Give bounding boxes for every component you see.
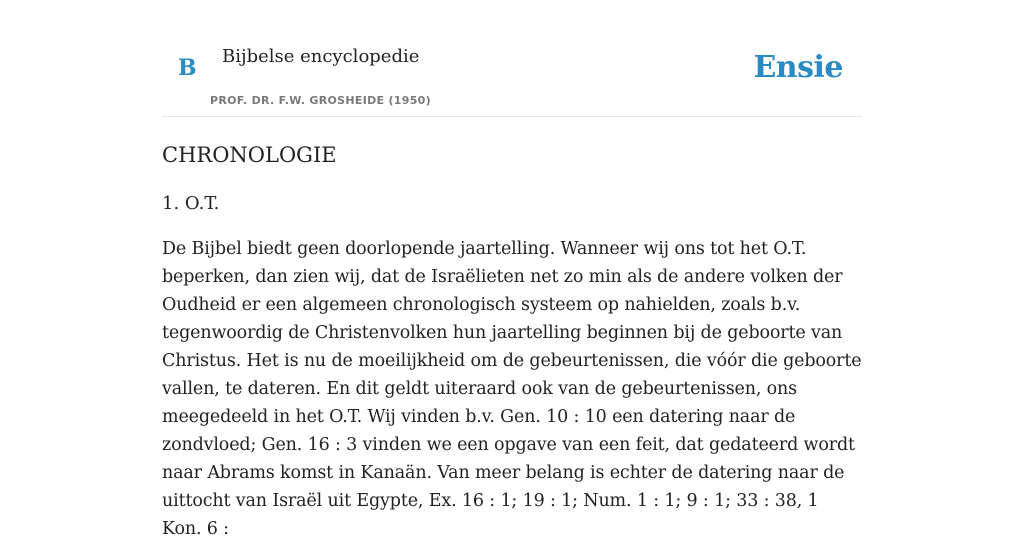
section-heading: 1. O.T. — [162, 193, 220, 214]
book-author: PROF. DR. F.W. GROSHEIDE (1950) — [210, 94, 431, 107]
ensie-logo-link[interactable]: Ensie — [753, 50, 843, 85]
article-title: CHRONOLOGIE — [162, 143, 337, 167]
site-header — [162, 0, 862, 117]
article-body: De Bijbel biedt geen doorlopende jaartelling. Wanneer wij ons tot het O.T. beperken, dan zien wij, dat de Israëlieten net zo min als de andere volken der Oudheid er een algemeen chronologisch systeem op nahielden, zoals b.v. tegenwoordig de Christenvolken hun jaartelling beginnen bij de geboorte van Christus. Het is nu de moeilijkheid om de gebeurtenissen, die vóór die geboorte vallen, te dateren. En dit geldt uiteraard ook van de gebeurtenissen, ons meegedeeld in het O.T. Wij vinden b.v. Gen. 10 : 10 een datering naar de zondvloed; Gen. 16 : 3 vinden we een opgave van een feit, dat gedateerd wordt naar Abrams komst in Kanaän. Van meer belang is echter de datering naar de uittocht van Israël uit Egypte, Ex. 16 : 1; 19 : 1; Num. 1 : 1; 9 : 1; 33 : 38, 1 Kon. 6 : — [162, 239, 862, 539]
book-logo-link[interactable]: B — [178, 55, 197, 81]
article — [162, 140, 862, 543]
book-title-link[interactable]: Bijbelse encyclopedie — [222, 46, 420, 67]
